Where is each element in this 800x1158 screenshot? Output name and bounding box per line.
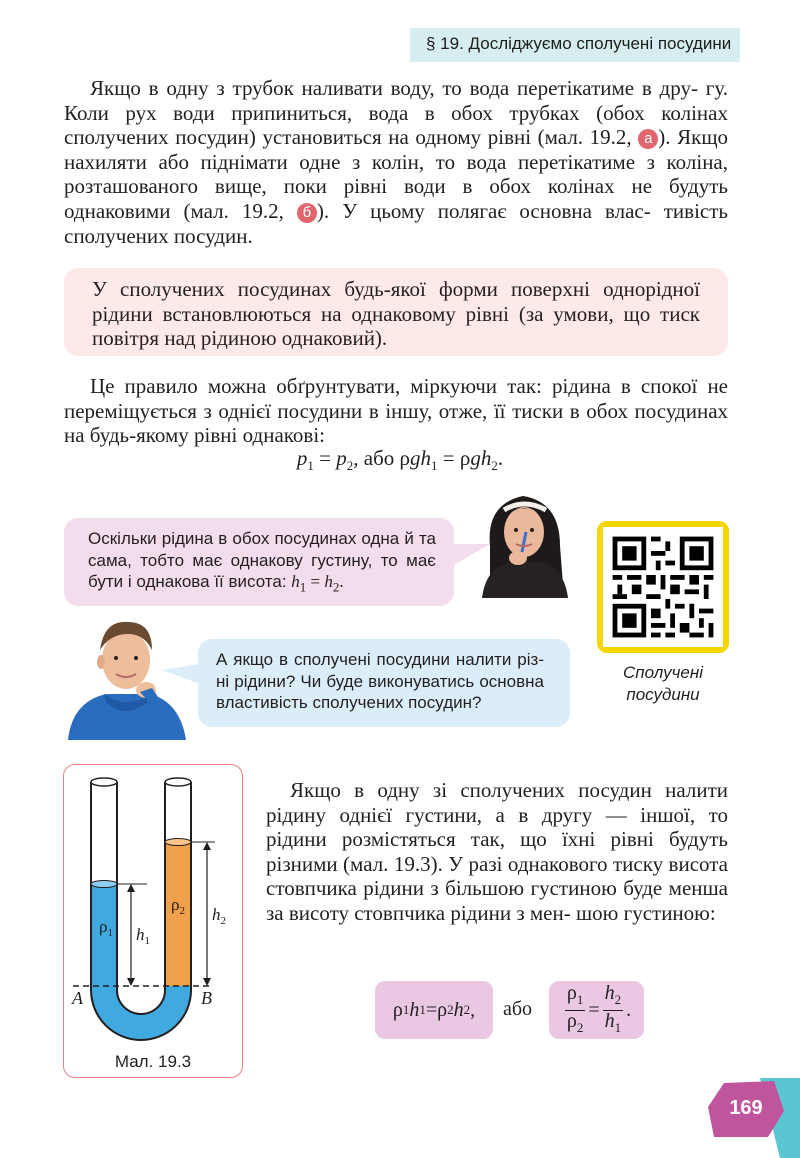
rule-line: рідини встановлюються на однаковому рівні (за умови, що тиск [92,301,700,326]
text-line: з коліна, розташованого вище, поки рівні води в обох колінах не [64,149,728,199]
text-line: висота стовпчика рідини з більшою густиною [266,851,728,901]
rule-line: повітря над рідиною однаковий). [92,326,388,351]
svg-text:h1: $h_1$ [136,925,150,947]
text-line: Якщо в одну зі сполучених посудин налити [290,778,728,802]
svg-text:h2: $h_2$ [212,905,226,927]
svg-text:ρ2: $\rho_2$ [171,895,185,917]
oil-column [165,842,191,986]
formula-product-box: ρ 1 h 1 = ρ 2 h 2 , [375,981,493,1039]
density-fraction: $\frac{\rho_1}{\rho_2}$ [566,981,584,1035]
bubble-line: властивість сполучених посудин? [216,693,482,712]
figure-caption: Мал. 19.3 [114,1052,192,1071]
conjunction-text: або [503,998,533,1020]
boy-speech-bubble [198,639,570,727]
bubble-line: ні рідини? Чи буде виконуватись основна [216,671,544,691]
text-line: посудинах на будь-якому рівні однакові: [64,398,729,448]
height-equality: $h_1 = h_2$. [291,572,344,595]
qr-caption: Сполучені посудини [623,663,703,704]
page-number: 169 [729,1097,763,1119]
girl-avatar [468,486,578,598]
svg-text:A: A [72,988,83,1008]
text-line: ). У цьому полягає основна влас- [316,198,651,223]
text-line: шою густиною: [575,900,716,925]
formula-ratio-box: $\frac{\rho_1}{\rho_2}$ = $\frac{h_2}{h_1}$ . [549,981,644,1039]
text-line: не переміщується з однієї посудини в іншу, отже, її тиски в обох [64,374,728,423]
section-title: § 19. Досліджуємо сполучені посудини [426,34,732,53]
bubble-line: Оскільки рідина в обох посудинах одна й [88,529,414,548]
text-line: різними (мал. 19.3). У разі однакового тиску [266,851,664,876]
text-line: Це правило можна обґрунтувати, міркуючи так: рідина в спокої [90,374,698,398]
intro-paragraph [64,76,728,248]
pressure-formula: $p_1 = p_2$, або ρgh$_1$ = ρgh$_2$. [296,446,504,474]
girl-speech-bubble [64,518,454,606]
bubble-line: має бути і однакова її висота: [88,550,436,591]
different-liquids-paragraph [266,778,728,926]
svg-text:B: B [201,988,212,1008]
qr-code-frame[interactable] [597,521,729,653]
boy-bubble-tail [160,660,200,690]
qr-code-icon[interactable] [603,527,723,647]
text-line: ). [658,125,671,150]
text-line: будуть однаковими (мал. 19.2, [64,174,728,223]
explanation-paragraph [64,374,728,448]
u-tube-diagram [63,764,243,1054]
figure-ref-badge-a: а [638,129,658,149]
rule-line: У сполучених посудинах будь-якої форми поверхні однорідної [92,277,700,301]
text-line: Якщо в одну з трубок наливати воду, то вода перетікатиме в дру- [90,76,698,100]
text-line: сполучених посудин) установиться на одному рівні (мал. 19.2, [64,125,632,150]
text-line: рідини розмістяться так, що їхні рівні будуть [266,827,728,852]
section-header [410,28,740,62]
rule-box [64,268,728,356]
svg-text:ρ1: $\rho_1$ [99,917,113,939]
bubble-line: та сама, тобто має однакову густину, то [88,529,436,570]
bubble-line: А якщо в сполучені посудини налити різ- [216,650,544,669]
text-line: Якщо нахиляти або піднімати одне з колін, то вода перетікатиме [64,125,729,174]
text-line: буде менша за висоту стовпчика рідини з мен- [266,876,729,925]
text-line: рідину однієї густини, а в другу — іншої, то [266,802,728,827]
text-line: гу. Коли рух води припиниться, вода в обох трубках (обох колінах [64,76,729,125]
text-line: тивість сполучених посудин. [64,198,728,248]
figure-ref-badge-b: б [297,203,317,223]
height-fraction: $\frac{h_2}{h_1}$ [604,981,622,1035]
